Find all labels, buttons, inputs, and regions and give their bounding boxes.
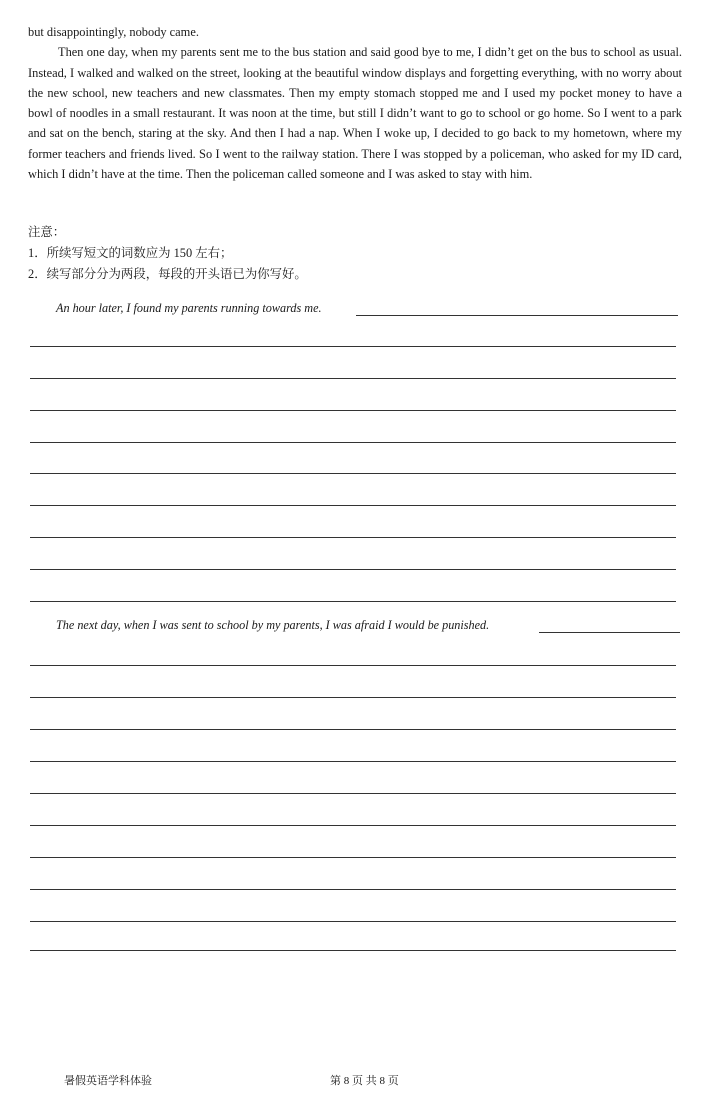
footer-subject: 暑假英语学科体验 (64, 1075, 152, 1087)
answer-line[interactable] (30, 761, 676, 762)
passage-first-line: but disappointingly, nobody came. (28, 25, 199, 39)
instruction-item-2: 2．续写部分分为两段，每段的开头语已为你写好。 (28, 267, 307, 281)
answer-line[interactable] (30, 793, 676, 794)
answer-line[interactable] (30, 378, 676, 379)
answer-line[interactable] (30, 857, 676, 858)
answer-line[interactable] (30, 950, 676, 951)
answer-line[interactable] (30, 410, 676, 411)
answer-line[interactable] (30, 729, 676, 730)
answer-line[interactable] (30, 569, 676, 570)
footer-page-number: 第 8 页 共 8 页 (330, 1075, 399, 1087)
answer-line[interactable] (30, 665, 676, 666)
instruction-item-1: 1．所续写短文的词数应为 150 左右； (28, 246, 233, 260)
answer-line[interactable] (30, 473, 676, 474)
answer-line[interactable] (30, 601, 676, 602)
paragraph-1-prompt-answer-line[interactable] (356, 315, 678, 316)
paragraph-1-prompt: An hour later, I found my parents running towards me. (56, 301, 322, 315)
story-passage (28, 22, 682, 184)
answer-line[interactable] (30, 346, 676, 347)
answer-line[interactable] (30, 505, 676, 506)
answer-line[interactable] (30, 697, 676, 698)
answer-line[interactable] (30, 825, 676, 826)
paragraph-2-prompt-answer-line[interactable] (539, 632, 680, 633)
paragraph-2-prompt: The next day, when I was sent to school by my parents, I was afraid I would be punished. (56, 618, 490, 632)
answer-line[interactable] (30, 921, 676, 922)
instructions-title: 注意： (28, 225, 66, 239)
instructions (28, 222, 307, 285)
answer-line[interactable] (30, 537, 676, 538)
passage-paragraph: Then one day, when my parents sent me to the bus station and said good bye to me, I didn’t get on the bus to school as usual. Instead, I walked and walked on the street, looking at the beautiful window displays and forgetting everything, with no worry about the new school, new teachers and new classmates. Then my empty stomach stopped me and I used my pocket money to have a bowl of noodles in a small restaurant. It was noon at the time, but still I didn’t want to go to school or go home. So I went to a park and sat on the bench, staring at the sky. And then I had a nap. When I woke up, I decided to go back to my hometown, where my former teachers and friends lived. So I went to the railway station. There I was stopped by a policeman, who asked for my ID card, which I didn’t have at the time. Then the policeman called someone and I was asked to stay with him. (28, 45, 682, 182)
answer-line[interactable] (30, 889, 676, 890)
answer-line[interactable] (30, 442, 676, 443)
